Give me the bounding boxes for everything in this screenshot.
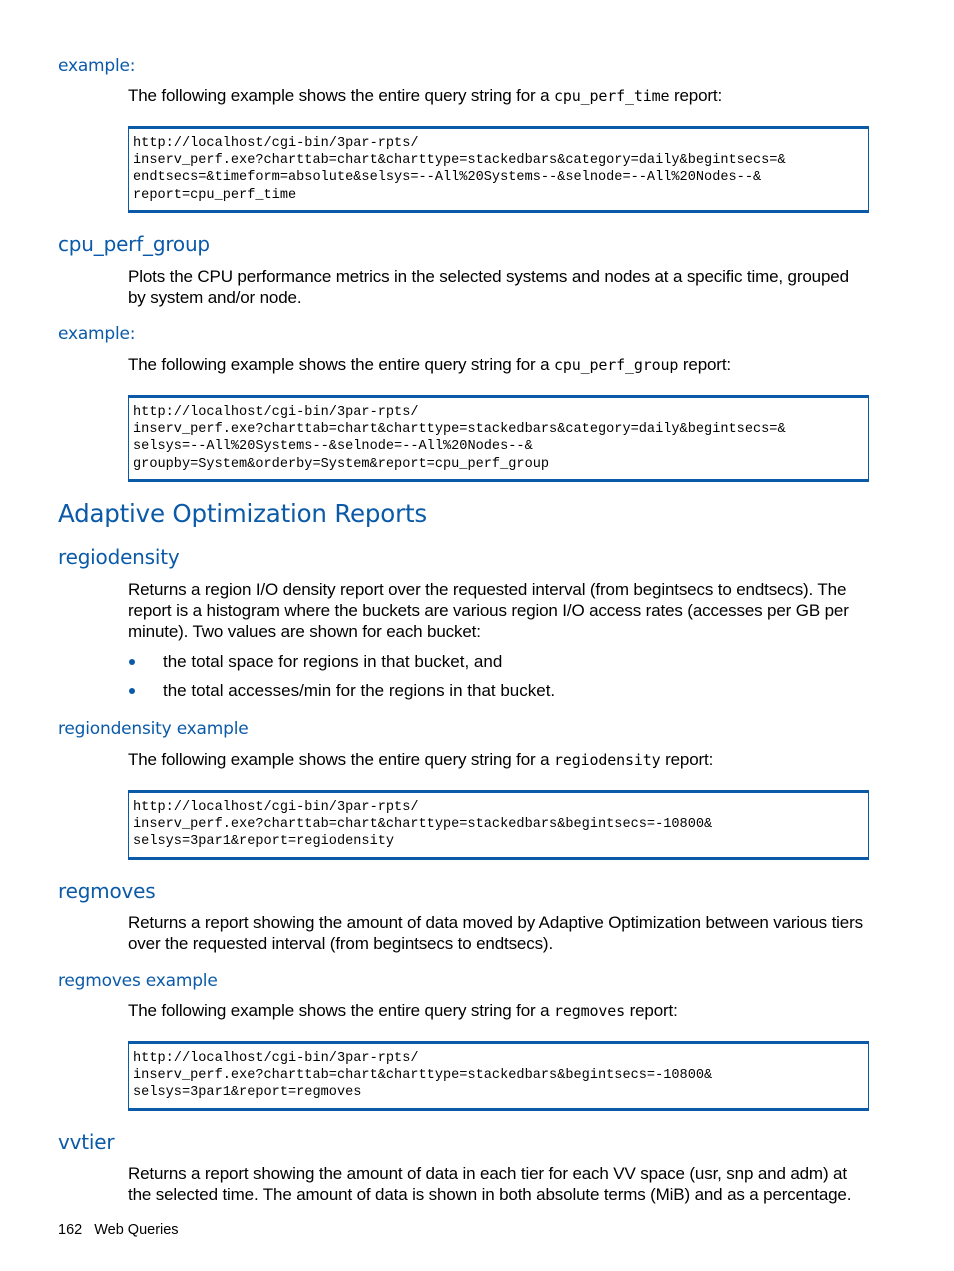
code-line: inserv_perf.exe?charttab=chart&charttype=stackedbars&category=daily&begintsecs=&	[133, 422, 786, 438]
example-intro	[128, 749, 870, 771]
inline-code: cpu_perf_group	[553, 356, 679, 374]
list-item-text: the total space for regions in that bucket, and	[163, 652, 503, 671]
code-line: selsys=3par1&report=regiodensity	[133, 834, 395, 850]
intro-text: report:	[660, 750, 714, 769]
section-body: Plots the CPU performance metrics in the selected systems and nodes at a specific time, grouped by system and/or node.	[128, 267, 849, 307]
code-block	[128, 1041, 869, 1111]
section-heading-vvtier: vvtier	[58, 1130, 115, 1154]
intro-text: report:	[625, 1001, 678, 1020]
example-heading: regiondensity example	[58, 719, 249, 739]
code-line: inserv_perf.exe?charttab=chart&charttype=stackedbars&begintsecs=-10800&	[133, 1068, 713, 1084]
code-line: selsys=3par1&report=regmoves	[133, 1085, 362, 1101]
code-line: http://localhost/cgi-bin/3par-rpts/	[133, 800, 419, 815]
intro-text: report:	[678, 355, 731, 374]
code-line: report=cpu_perf_time	[133, 187, 297, 203]
page-footer	[58, 1222, 191, 1238]
list-item-text: the total accesses/min for the regions in that bucket.	[163, 681, 556, 700]
section-heading-regmoves: regmoves	[58, 879, 156, 903]
example-heading: regmoves example	[58, 971, 218, 991]
inline-code: cpu_perf_time	[553, 87, 670, 105]
intro-text: The following example shows the entire query string for a	[128, 86, 554, 105]
inline-code: regiodensity	[553, 751, 661, 769]
code-block	[128, 126, 869, 213]
bullet-icon	[129, 659, 135, 665]
code-line: groupby=System&orderby=System&report=cpu_perf_group	[133, 456, 550, 472]
intro-text: The following example shows the entire query string for a	[128, 750, 554, 769]
code-block	[128, 790, 869, 860]
example-intro	[128, 1000, 870, 1022]
footer-section-name: Web Queries	[94, 1222, 179, 1238]
chapter-heading-adaptive-optimization: Adaptive Optimization Reports	[58, 499, 427, 528]
code-block	[128, 395, 869, 482]
intro-text: The following example shows the entire query string for a	[128, 355, 554, 374]
section-heading-cpu-perf-group: cpu_perf_group	[58, 232, 210, 256]
section-body: Returns a report showing the amount of data moved by Adaptive Optimization between various tiers over the requested interval (from begintsecs to endtsecs).	[128, 913, 863, 953]
code-line: inserv_perf.exe?charttab=chart&charttype=stackedbars&begintsecs=-10800&	[133, 817, 713, 833]
code-line: inserv_perf.exe?charttab=chart&charttype=stackedbars&category=daily&begintsecs=&	[133, 153, 786, 169]
example-intro	[128, 85, 870, 107]
code-line: http://localhost/cgi-bin/3par-rpts/	[133, 136, 419, 151]
intro-text: The following example shows the entire query string for a	[128, 1001, 554, 1020]
example-heading: example:	[58, 56, 136, 76]
intro-text: report:	[669, 86, 723, 105]
bullet-icon	[129, 688, 135, 694]
code-line: endtsecs=&timeform=absolute&selsys=--All%20Systems--&selnode=--All%20Nodes--&	[133, 170, 762, 186]
code-line: http://localhost/cgi-bin/3par-rpts/	[133, 405, 419, 420]
page-number: 162	[58, 1222, 83, 1238]
section-heading-regiodensity: regiodensity	[58, 545, 180, 569]
example-intro	[128, 354, 870, 376]
section-body: Returns a report showing the amount of data in each tier for each VV space (usr, snp and adm) at the selected time. The amount of data is shown in both absolute terms (MiB) and as a percentage.	[128, 1164, 852, 1204]
section-body: Returns a region I/O density report over the requested interval (from begintsecs to endtsecs). The report is a histogram where the buckets are various region I/O access rates (accesses per GB per minute). Two values are shown for each bucket:	[128, 580, 849, 641]
code-line: selsys=--All%20Systems--&selnode=--All%20Nodes--&	[133, 439, 533, 455]
inline-code: regmoves	[553, 1002, 626, 1020]
code-line: http://localhost/cgi-bin/3par-rpts/	[133, 1051, 419, 1066]
list-item	[128, 680, 555, 701]
list-item	[128, 651, 502, 672]
example-heading: example:	[58, 324, 136, 344]
